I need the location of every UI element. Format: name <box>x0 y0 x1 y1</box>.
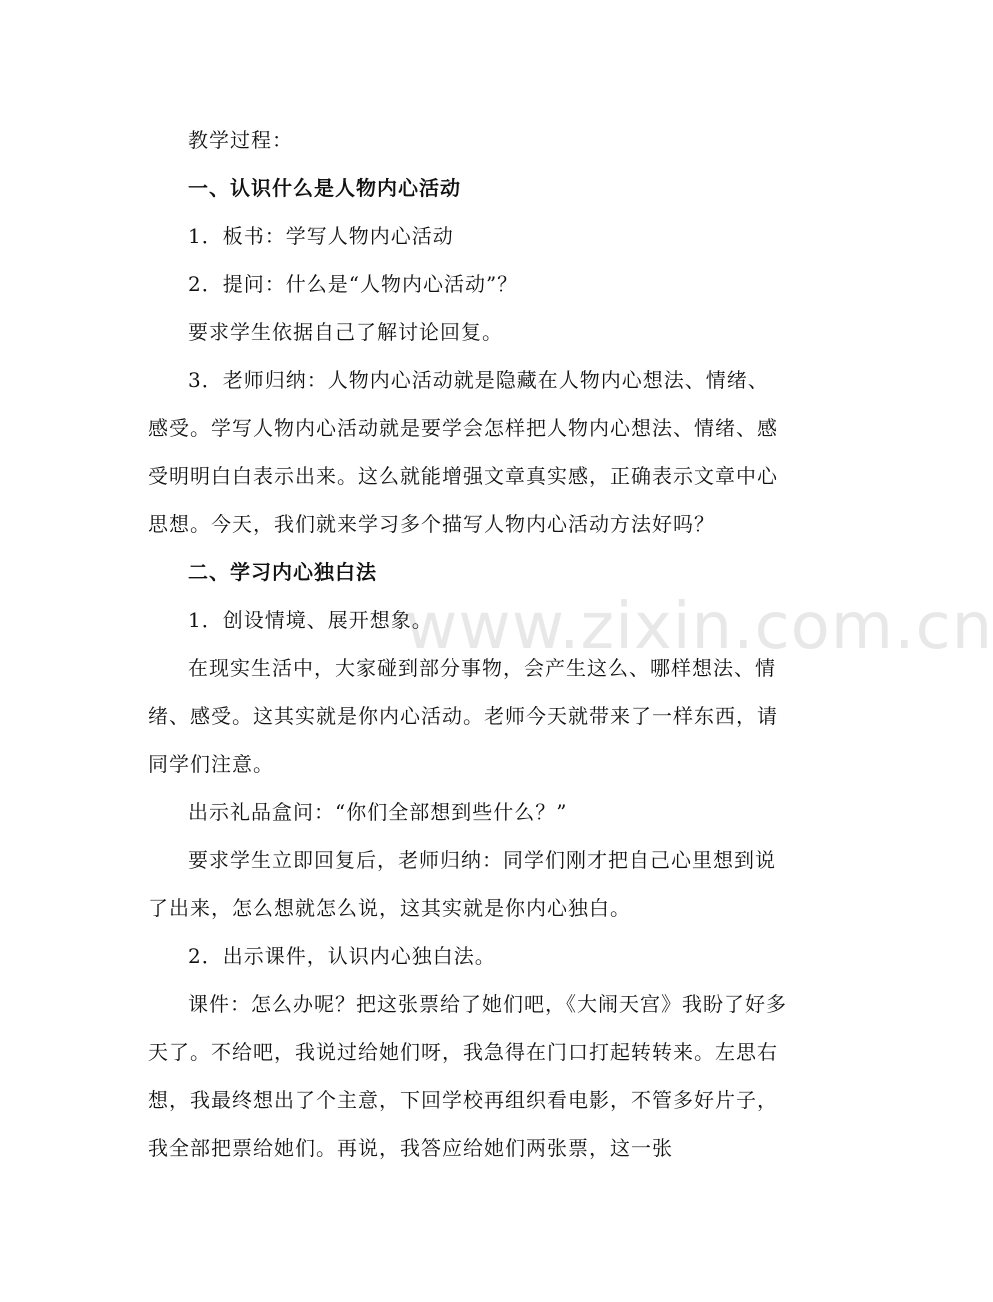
paragraph-7: 出示礼品盒问：“你们全部想到些什么？” <box>188 800 568 824</box>
document-body <box>148 116 788 1172</box>
paragraph-6: 在现实生活中，大家碰到部分事物，会产生这么、哪样想法、情绪、感受。这其实就是你内心活动。老师今天就带来了一样东西，请同学们注意。 <box>148 656 778 776</box>
paragraph-9: 2．出示课件，认识内心独白法。 <box>188 944 496 968</box>
paragraph-5: 1．创设情境、展开想象。 <box>188 608 433 632</box>
paragraph-10: 课件：怎么办呢？把这张票给了她们吧，《大闹天宫》我盼了好多天了。不给吧，我说过给她们呀，我急得在门口打起转转来。左思右想，我最终想出了个主意，下回学校再组织看电影，不管多好片子，我全部把票给她们。再说，我答应给她们两张票，这一张 <box>148 992 787 1160</box>
section-heading-2: 二、学习内心独白法 <box>188 560 377 584</box>
paragraph-8: 要求学生立即回复后，老师归纳：同学们刚才把自己心里想到说了出来，怎么想就怎么说，这其实就是你内心独白。 <box>148 848 776 920</box>
section-heading-1: 一、认识什么是人物内心活动 <box>188 176 461 200</box>
paragraph-4: 3．老师归纳：人物内心活动就是隐藏在人物内心想法、情绪、感受。学写人物内心活动就是要学会怎样把人物内心想法、情绪、感受明明白白表示出来。这么就能增强文章真实感，正确表示文章中心思想。今天，我们就来学习多个描写人物内心活动方法好吗？ <box>148 368 778 536</box>
paragraph-teaching-process: 教学过程： <box>188 128 293 152</box>
paragraph-2: 2．提问：什么是“人物内心活动”？ <box>188 272 519 296</box>
watermark: www.zixin.com.cn <box>405 590 993 664</box>
paragraph-3: 要求学生依据自己了解讨论回复。 <box>188 320 503 344</box>
paragraph-1: 1．板书：学写人物内心活动 <box>188 224 454 248</box>
